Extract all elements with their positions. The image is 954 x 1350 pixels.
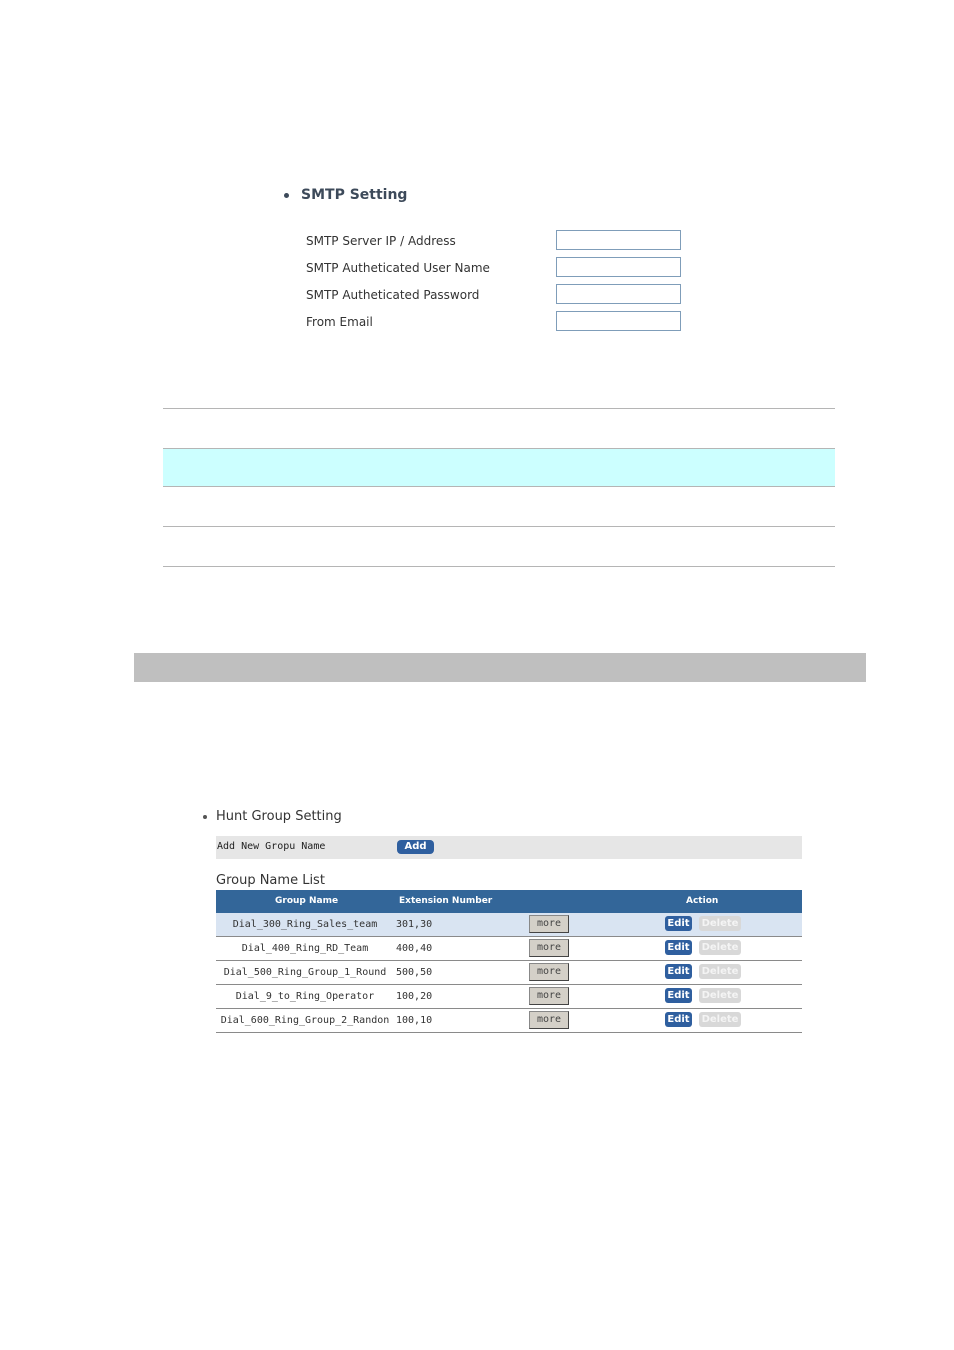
delete-button[interactable]: Delete (699, 940, 741, 955)
hunt-group-heading (203, 809, 342, 824)
table-rule-top (163, 408, 835, 409)
group-name-table (216, 890, 802, 1033)
table-rule-middle (163, 526, 835, 527)
delete-button[interactable]: Delete (699, 1012, 741, 1027)
column-group-name: Group Name (275, 896, 339, 906)
section-header-bar (134, 653, 866, 682)
from-email-label: From Email (306, 315, 373, 329)
edit-button[interactable]: Edit (665, 964, 692, 979)
more-button[interactable]: more (529, 963, 569, 981)
table-row (216, 1009, 802, 1033)
smtp-server-input[interactable] (556, 230, 681, 250)
group-name-cell: Dial_400_Ring_RD_Team (241, 943, 369, 954)
extension-cell: 100,10 (396, 1015, 433, 1026)
edit-button[interactable]: Edit (665, 1012, 692, 1027)
extension-cell: 100,20 (396, 991, 433, 1002)
group-name-cell: Dial_600_Ring_Group_2_Randon (220, 1015, 390, 1026)
table-row (216, 913, 802, 937)
group-list-title: Group Name List (216, 873, 325, 888)
add-group-button[interactable]: Add (397, 840, 434, 854)
smtp-setting-panel (278, 180, 718, 340)
more-button[interactable]: more (529, 915, 569, 933)
hunt-group-panel (200, 805, 810, 1037)
smtp-user-label: SMTP Autheticated User Name (306, 261, 490, 275)
smtp-server-row (306, 230, 686, 254)
table-header (216, 890, 802, 913)
smtp-user-input[interactable] (556, 257, 681, 277)
smtp-user-row (306, 257, 686, 281)
bullet-icon (203, 815, 207, 819)
smtp-password-row (306, 284, 686, 308)
add-group-bar (216, 836, 802, 859)
group-name-cell: Dial_300_Ring_Sales_team (232, 919, 378, 930)
extension-cell: 400,40 (396, 943, 433, 954)
edit-button[interactable]: Edit (665, 916, 692, 931)
edit-button[interactable]: Edit (665, 988, 692, 1003)
table-row (216, 985, 802, 1009)
smtp-setting-heading (284, 187, 407, 203)
extension-cell: 301,30 (396, 919, 433, 930)
delete-button[interactable]: Delete (699, 964, 741, 979)
smtp-heading-text: SMTP Setting (301, 187, 408, 203)
smtp-password-input[interactable] (556, 284, 681, 304)
delete-button[interactable]: Delete (699, 916, 741, 931)
edit-button[interactable]: Edit (665, 940, 692, 955)
more-button[interactable]: more (529, 987, 569, 1005)
more-button[interactable]: more (529, 939, 569, 957)
column-action: Action (686, 896, 719, 906)
add-group-label: Add New Gropu Name (217, 841, 326, 852)
delete-button[interactable]: Delete (699, 988, 741, 1003)
group-name-cell: Dial_9_to_Ring_Operator (235, 991, 375, 1002)
from-email-row (306, 311, 686, 335)
more-button[interactable]: more (529, 1011, 569, 1029)
smtp-server-label: SMTP Server IP / Address (306, 234, 456, 248)
column-extension-number: Extension Number (399, 896, 493, 906)
hunt-heading-text: Hunt Group Setting (216, 809, 342, 824)
table-row (216, 961, 802, 985)
table-highlight-row (163, 448, 835, 487)
extension-cell: 500,50 (396, 967, 433, 978)
group-name-cell: Dial_500_Ring_Group_1_Round (223, 967, 387, 978)
table-rule-bottom (163, 566, 835, 567)
smtp-password-label: SMTP Autheticated Password (306, 288, 480, 302)
table-row (216, 937, 802, 961)
from-email-input[interactable] (556, 311, 681, 331)
bullet-icon (284, 193, 289, 198)
